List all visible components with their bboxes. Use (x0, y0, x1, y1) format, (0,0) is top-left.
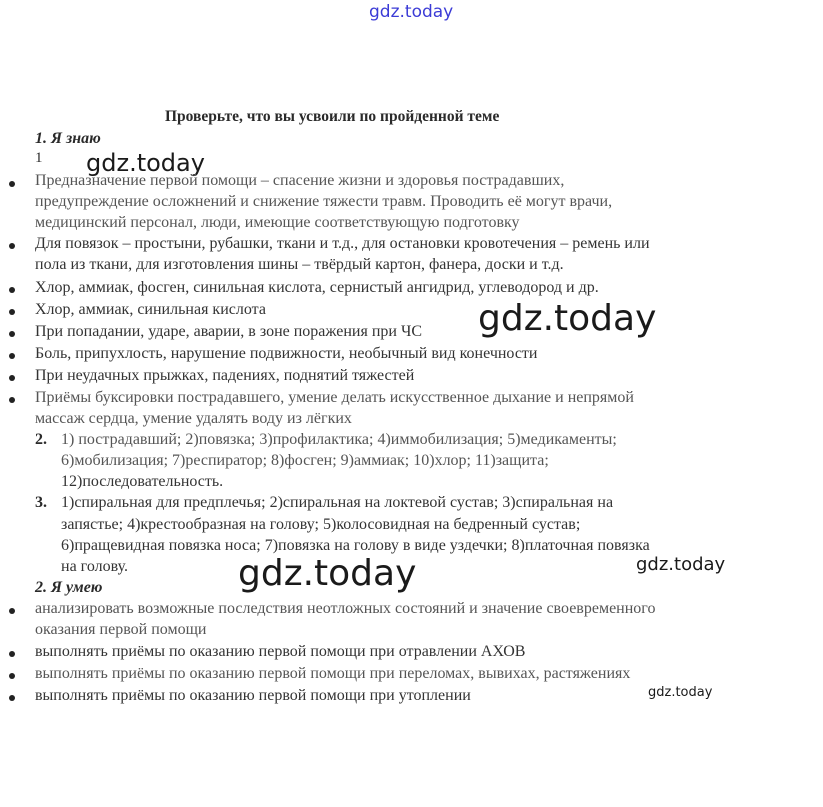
list-item-line: выполнять приёмы по оказанию первой помощи при переломах, вывихах, растяжениях (35, 665, 631, 682)
bullet-marker (9, 287, 15, 293)
list-item-line: предупреждение осложнений и снижение тяжести травм. Проводить её могут врачи, (35, 193, 613, 210)
list-item-line: выполнять приёмы по оказанию первой помощи при отравлении АХОВ (35, 643, 526, 660)
section-heading-i-can: 2. Я умею (35, 579, 103, 596)
list-item-line: Для повязок – простыни, рубашки, ткани и т.д., для остановки кровотечения – ремень или (35, 235, 650, 252)
list-item-line: 1)спиральная для предплечья; 2)спиральная на локтевой сустав; 3)спиральная на (61, 494, 614, 511)
watermark: gdz.today (238, 553, 417, 594)
list-item-line: медицинский персонал, люди, имеющие соответствующую подготовку (35, 214, 520, 231)
list-item-line: пола из ткани, для изготовления шины – твёрдый картон, фанера, доски и т.д. (35, 256, 564, 273)
list-item-line: Хлор, аммиак, фосген, синильная кислота, сернистый ангидрид, углеводород и др. (35, 279, 599, 296)
bullet-marker (9, 375, 15, 381)
list-item-line: Хлор, аммиак, синильная кислота (35, 301, 266, 318)
bullet-marker (9, 181, 15, 187)
list-item-line: выполнять приёмы по оказанию первой помощи при утоплении (35, 687, 471, 704)
bullet-marker (9, 397, 15, 403)
section-heading-i-know: 1. Я знаю (35, 130, 101, 147)
list-item-line: 1) пострадавший; 2)повязка; 3)профилактика; 4)иммобилизация; 5)медикаменты; (61, 431, 617, 448)
bullet-marker (9, 309, 15, 315)
list-item-line: 12)последовательность. (61, 473, 224, 490)
list-item-line: Предназначение первой помощи – спасение жизни и здоровья пострадавших, (35, 172, 565, 189)
list-item-line: При неудачных прыжках, падениях, поднятий тяжестей (35, 367, 415, 384)
bullet-marker (9, 695, 15, 701)
watermark: gdz.today (648, 685, 713, 700)
bullet-marker (9, 243, 15, 249)
item-number: 2. (35, 431, 47, 448)
bullet-marker (9, 673, 15, 679)
watermark: gdz.today (478, 298, 657, 339)
bullet-marker (9, 353, 15, 359)
list-item-line: Боль, припухлость, нарушение подвижности, необычный вид конечности (35, 345, 538, 362)
item-number: 3. (35, 494, 47, 511)
watermark: gdz.today (636, 554, 726, 575)
bullet-marker (9, 608, 15, 614)
list-item-line: оказания первой помощи (35, 621, 207, 638)
page-title: Проверьте, что вы усвоили по пройденной теме (165, 108, 500, 125)
list-item-line: Приёмы буксировки пострадавшего, умение делать искусственное дыхание и непрямой (35, 389, 634, 406)
list-item-line: 6)пращевидная повязка носа; 7)повязка на голову в виде уздечки; 8)платочная повязка (61, 537, 650, 554)
list-item-line: массаж сердца, умение удалять воду из лёгких (35, 410, 352, 427)
bullet-marker (9, 651, 15, 657)
bullet-marker (9, 331, 15, 337)
sub-number: 1 (35, 150, 43, 166)
watermark: gdz.today (86, 149, 205, 177)
list-item-line: 6)мобилизация; 7)респиратор; 8)фосген; 9)аммиак; 10)хлор; 11)защита; (61, 452, 549, 469)
list-item-line: запястье; 4)крестообразная на голову; 5)колосовидная на бедренный сустав; (61, 516, 581, 533)
list-item-line: на голову. (61, 558, 129, 575)
list-item-line: При попадании, ударе, аварии, в зоне поражения при ЧС (35, 323, 423, 340)
list-item-line: анализировать возможные последствия неотложных состояний и значение своевременного (35, 600, 656, 617)
watermark-top: gdz.today (369, 2, 454, 22)
